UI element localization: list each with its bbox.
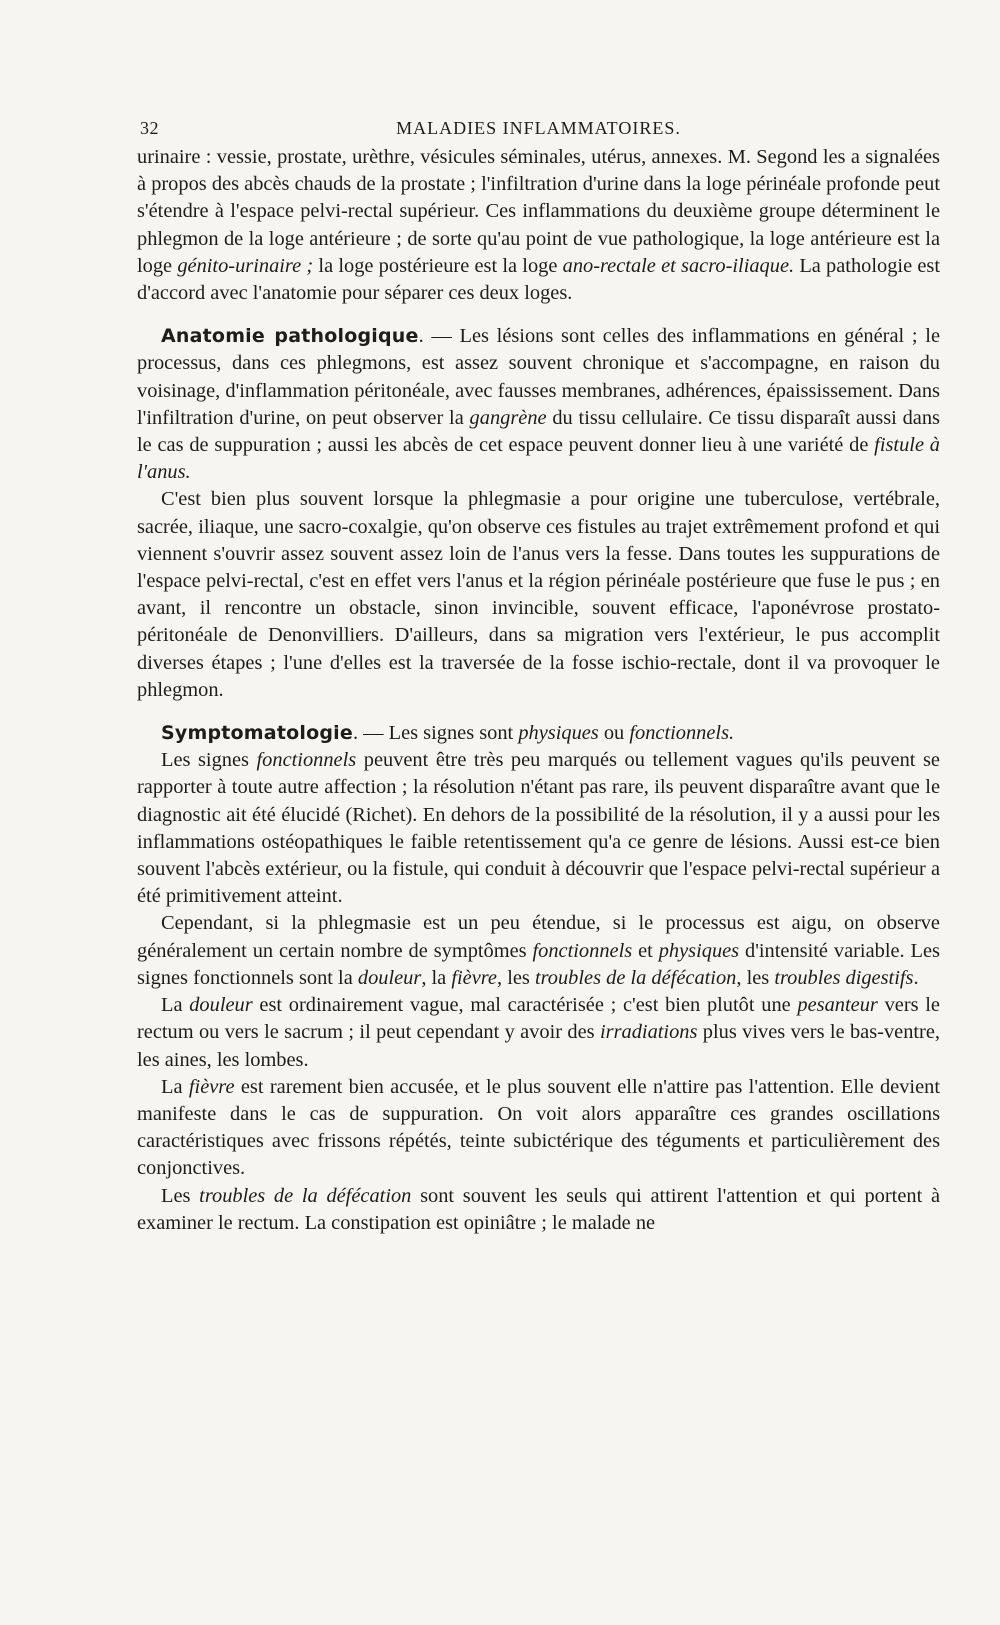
italic-text: physiques xyxy=(518,722,599,745)
paragraph xyxy=(137,910,940,992)
italic-text: troubles de la défécation xyxy=(534,966,737,989)
italic-text: irradiations xyxy=(599,1021,698,1044)
page-number: 32 xyxy=(140,118,159,138)
italic-text: fonctionnels xyxy=(256,749,357,772)
text-segment: urinaire : vessie, prostate, urèthre, vésicules séminales, utérus, annexes. M. Segond les a signalées à propos des abcès chauds de la prostate ; l'infiltration d'urine dans la loge périnéale profonde peut s'étendre à l'espace pelvi-rectal supérieur. Ces inflammations du deuxième groupe déterminent le phlegmon de la loge antérieure ; de sorte qu'au point de vue pathologique, la loge antérieure est la loge xyxy=(137,146,940,277)
paragraph xyxy=(137,144,940,307)
paragraph xyxy=(137,1074,940,1183)
text-segment: . xyxy=(913,966,919,989)
book-page xyxy=(137,112,940,1237)
paragraph xyxy=(137,1183,940,1237)
running-head xyxy=(137,112,940,144)
italic-text: pesanteur xyxy=(797,994,878,1017)
paragraph xyxy=(137,992,940,1074)
italic-text: physiques xyxy=(658,939,740,962)
section-heading: Symptomatologie xyxy=(161,722,353,745)
text-segment: sont souvent les seuls qui attirent l'attention et qui portent à examiner le rectum. La constipation est opiniâtre ; le malade ne xyxy=(137,1184,940,1234)
text-segment: La xyxy=(161,1075,189,1098)
text-segment: La xyxy=(161,994,190,1017)
text-segment: du tissu cellulaire. Ce tissu disparaît aussi dans le cas de suppuration ; aussi les abcès de cet espace peuvent donner lieu à une variété de xyxy=(137,406,940,457)
text-segment: d'intensité variable. Les signes fonctionnels sont la xyxy=(137,939,940,989)
text-segment: . — Les lésions sont celles des inflammations en général ; le processus, dans ces phlegmons, est assez souvent chronique et s'accompagne, en raison du voisinage, d'inflammation péritonéale, avec fausses membranes, adhérences, épaississement. Dans l'infiltration d'urine, on peut observer la xyxy=(137,325,940,429)
text-segment: C'est bien plus souvent lorsque la phlegmasie a pour origine une tuberculose, vertébrale, sacrée, iliaque, une sacro-coxalgie, qu'on observe ces fistules au trajet extrêmement profond et qui viennent s'ouvrir assez souvent assez loin de l'anus vers la fesse. Dans toutes les suppurations de l'espace pelvi-rectal, c'est en effet vers l'anus et la région périnéale postérieure que fuse le pus ; en avant, il rencontre un obstacle, sinon invincible, souvent efficace, l'aponévrose prostato-péritonéale de Denonvilliers. D'ailleurs, dans sa migration vers l'extérieur, le pus accomplit diverses étapes ; l'une d'elles est la traversée de la fosse ischio-rectale, dont il va provoquer le phlegmon. xyxy=(137,488,940,701)
text-segment: peuvent être très peu marqués ou tellement vagues qu'ils peuvent se rapporter à toute autre affection ; la résolution n'étant pas rare, ils peuvent disparaître avant que le diagnostic ait été élucidé (Richet). En dehors de la possibilité de la résolution, il y a aussi pour les inflammations ostéopathiques le faible retentissement qu'a ce genre de lésions. Aussi est-ce bien souvent l'abcès extérieur, ou la fistule, qui conduit à découvrir que l'espace pelvi-rectal supérieur a été primitivement atteint. xyxy=(137,749,940,908)
text-segment: , les xyxy=(497,966,535,989)
paragraph xyxy=(137,720,940,747)
italic-text: génito-urinaire ; xyxy=(177,254,314,277)
italic-text: fièvre xyxy=(451,966,497,989)
text-segment: Les signes xyxy=(161,749,257,772)
italic-text: gangrène xyxy=(469,406,547,429)
text-segment: et xyxy=(632,939,659,962)
italic-text: troubles digestifs xyxy=(774,966,914,989)
text-segment: , la xyxy=(421,966,452,989)
text-segment: vers le rectum ou vers le sacrum ; il peut cependant y avoir des xyxy=(137,994,940,1044)
text-segment: est ordinairement vague, mal caractérisée ; c'est bien plutôt une xyxy=(252,994,798,1017)
paragraph xyxy=(137,486,940,704)
italic-text: fonctionnels xyxy=(532,939,633,962)
running-title: MALADIES INFLAMMATOIRES. xyxy=(396,118,681,138)
text-segment: la loge postérieure est la loge xyxy=(313,254,563,277)
text-segment: Les xyxy=(161,1184,200,1207)
italic-text: fistule à l'anus. xyxy=(137,434,940,484)
italic-text: douleur xyxy=(189,994,253,1017)
italic-text: fonctionnels. xyxy=(629,722,735,745)
italic-text: troubles de la défécation xyxy=(199,1184,412,1207)
text-segment: . — Les signes sont xyxy=(352,722,519,745)
italic-text: fièvre xyxy=(188,1075,235,1098)
text-segment: ou xyxy=(598,722,630,745)
text-segment: La pathologie est d'accord avec l'anatomie pour séparer ces deux loges. xyxy=(137,254,940,305)
section-heading: Anatomie pathologique xyxy=(161,325,419,348)
italic-text: ano-rectale et sacro-iliaque. xyxy=(562,254,795,277)
text-segment: plus vives vers le bas-ventre, les aines, les lombes. xyxy=(137,1021,940,1071)
body-text xyxy=(137,144,940,1237)
paragraph xyxy=(137,747,940,910)
text-segment: , les xyxy=(736,966,775,989)
italic-text: douleur xyxy=(357,966,422,989)
text-segment: Cependant, si la phlegmasie est un peu étendue, si le processus est aigu, on observe généralement un certain nombre de symptômes xyxy=(137,912,940,962)
paragraph xyxy=(137,323,940,486)
text-segment: est rarement bien accusée, et le plus souvent elle n'attire pas l'attention. Elle devient manifeste dans le cas de suppuration. On voit alors apparaître ces grandes oscillations caractéristiques avec frissons répétés, teinte subictérique des téguments et particulièrement des conjonctives. xyxy=(137,1075,940,1180)
